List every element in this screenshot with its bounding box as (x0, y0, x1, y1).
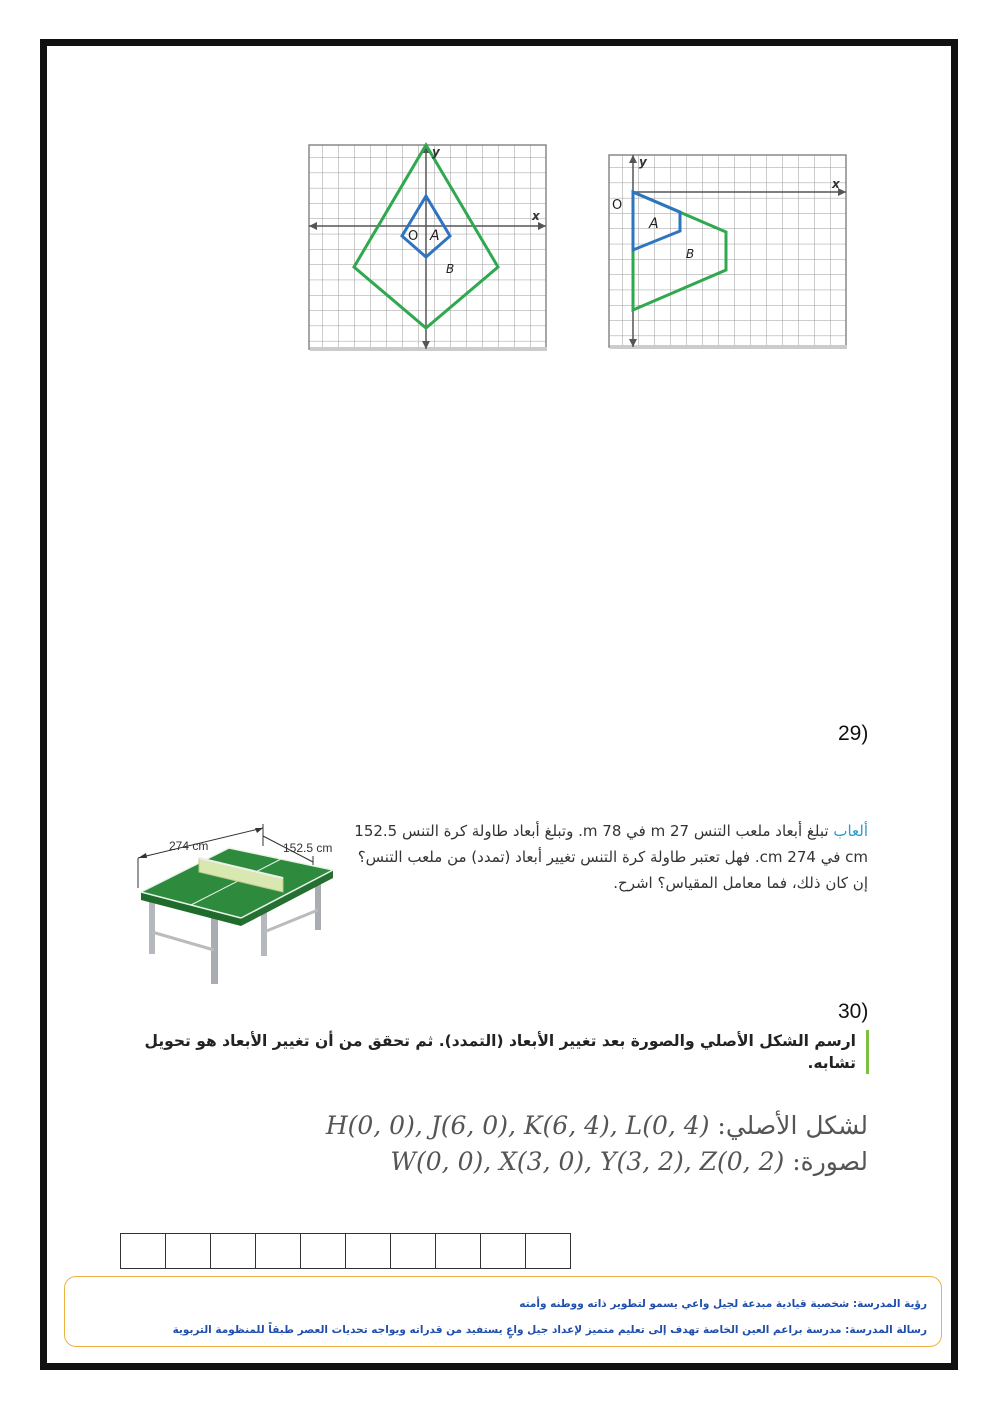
right-coordinate-graph (606, 152, 849, 350)
x-label: x (532, 209, 540, 223)
school-mission: رسالة المدرسة: مدرسة براعم العين الخاصة تهدف إلى تعليم متميز لإعداد جيل واعٍ يستفيد من قدراته ويواجه تحديات العصر طبقاً للمنظومة التربوية (172, 1324, 927, 1336)
answer-box[interactable] (345, 1233, 391, 1269)
left-coordinate-graph (306, 142, 549, 352)
width-label: 152.5 cm (283, 841, 333, 855)
question-29-number: 29) (838, 722, 869, 745)
ping-pong-table-illustration (133, 822, 345, 992)
shape-b-label: B (446, 262, 455, 276)
image-row (250, 1144, 868, 1180)
problem-text: تبلغ أبعاد ملعب التنس 27 m في 78 m. وتبلغ أبعاد طاولة كرة التنس 152.5 cm في 274 cm. فهل تعتبر طاولة كرة التنس تغيير أبعاد (تمدد) من ملعب التنس؟ إن كان ذلك، فما معامل المقياس؟ اشرح. (354, 822, 868, 892)
answer-box[interactable] (390, 1233, 436, 1269)
question-30-number: 30) (838, 1000, 869, 1023)
question-30-instruction: ارسم الشكل الأصلي والصورة بعد تغيير الأبعاد (التمدد). ثم تحقق من أن تغيير الأبعاد هو تحويل تشابه. (130, 1030, 869, 1074)
coordinates-block (250, 1108, 868, 1180)
shape-a-label: A (649, 216, 659, 232)
length-label: 274 cm (169, 839, 209, 853)
original-label: لشكل الأصلي: (717, 1111, 868, 1140)
y-label: y (639, 155, 647, 169)
answer-box[interactable] (480, 1233, 526, 1269)
origin-label: O (612, 198, 623, 213)
answer-box[interactable] (300, 1233, 346, 1269)
answer-boxes[interactable] (121, 1233, 571, 1269)
shape-a-label: A (430, 228, 440, 244)
school-vision: رؤية المدرسة: شخصية قيادية مبدعة لجيل واعي يسمو لتطوير ذاته ووطنه وأمته (519, 1298, 927, 1310)
image-label: لصورة: (792, 1147, 868, 1176)
tennis-problem (352, 818, 868, 896)
answer-box[interactable] (165, 1233, 211, 1269)
origin-label: O (408, 229, 419, 244)
answer-box[interactable] (525, 1233, 571, 1269)
x-label: x (832, 177, 840, 191)
original-points: H(0, 0), J(6, 0), K(6, 4), L(0, 4) (325, 1111, 710, 1140)
image-points: W(0, 0), X(3, 0), Y(3, 2), Z(0, 2) (390, 1147, 785, 1176)
answer-box[interactable] (210, 1233, 256, 1269)
answer-box[interactable] (255, 1233, 301, 1269)
y-label: y (432, 145, 440, 159)
problem-label: ألعاب (833, 822, 868, 840)
answer-box[interactable] (435, 1233, 481, 1269)
shape-b-label: B (686, 247, 695, 261)
school-footer (64, 1276, 942, 1347)
original-row (250, 1108, 868, 1144)
answer-box[interactable] (120, 1233, 166, 1269)
